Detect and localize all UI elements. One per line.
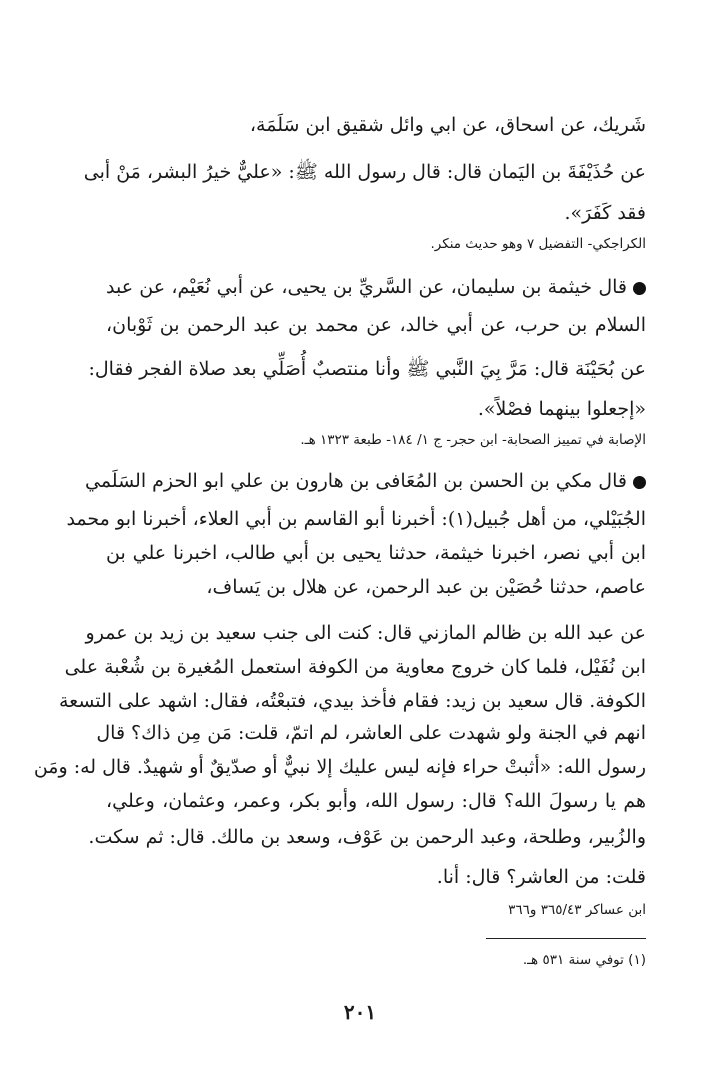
source-citation: ابن عساكر ٣٦٥/٤٣ و٣٦٦	[508, 902, 646, 918]
text-line: عن بُحَيْنَة قال: مَرَّ بِيَ النَّبي ﷺ وأنا منتصبٌ أُصَلِّي بعد صلاة الفجر فقال:	[88, 358, 646, 380]
text-line-content: قال خيثمة بن سليمان، عن السَّريِّ بن يحيى، عن أبي نُعَيْم، عن عبد	[106, 276, 627, 298]
bullet-icon	[633, 282, 646, 295]
text-line: انهم في الجنة ولو شهدت على العاشر، لم اتمّ، قلت: مَن مِن ذاك؟ قال	[96, 722, 646, 744]
page-number: ٢٠١	[343, 1000, 377, 1024]
bullet-icon	[633, 476, 646, 489]
text-line: فقد كَفَرَ».	[564, 202, 646, 224]
text-line-content: قال مكي بن الحسن بن المُعَافى بن هارون بن علي ابو الحزم السَلَمي	[84, 470, 627, 492]
text-line: هم يا رسولَ الله؟ قال: رسول الله، وأبو بكر، وعمر، وعثمان، وعلي،	[106, 790, 646, 812]
source-citation: الكراجكي- التفضيل ٧ وهو حديث منكر.	[430, 236, 646, 252]
text-line: ابن نُفَيْل، فلما كان خروج معاوية من الكوفة استعمل المُغيرة بن شُعْبة على	[64, 656, 646, 678]
text-line	[84, 470, 646, 493]
text-line: عن عبد الله بن ظالم المازني قال: كنت الى جنب سعيد بن زيد بن عمرو	[85, 622, 646, 644]
text-line: السلام بن حرب، عن أبي خالد، عن محمد بن عبد الرحمن بن ثَوْبان،	[106, 314, 646, 336]
text-line: شَريك، عن اسحاق، عن ابي وائل شقيق ابن سَلَمَة،	[249, 114, 646, 136]
text-line: قلت: من العاشر؟ قال: أنا.	[436, 866, 646, 888]
text-line: عاصم، حدثنا حُصَيْن بن عبد الرحمن، عن هلال بن يَساف،	[206, 576, 646, 598]
text-line: رسول الله: «أثبتْ حراء فإنه ليس عليك إلا نبيٌّ أو صدّيقٌ أو شهيدٌ. قال له: ومَن	[33, 756, 646, 778]
text-line	[106, 276, 646, 299]
text-line: الكوفة. قال سعيد بن زيد: فقام فأخذ بيدي، فتبعْتُه، فقال: اشهد على التسعة	[58, 690, 646, 712]
footnote-divider	[486, 938, 646, 939]
text-line: الجُبَيْلي، من أهل جُبيل(١): أخبرنا أبو القاسم بن أبي العلاء، أخبرنا ابو محمد	[66, 508, 646, 530]
text-line: «إجعلوا بينهما فصْلاً».	[477, 398, 646, 420]
text-line: عن حُذَيْفَةَ بن اليَمان قال: قال رسول الله ﷺ: «عليٌّ خيرُ البشر، مَنْ أبى	[83, 161, 646, 183]
source-citation: الإصابة في تمييز الصحابة- ابن حجر- ج ١/ ١٨٤- طبعة ١٣٢٣ هـ.	[300, 432, 646, 448]
footnote: (١) توفي سنة ٥٣١ هـ.	[522, 952, 646, 968]
text-line: ابن أبي نصر، اخبرنا خيثمة، حدثنا يحيى بن أبي طالب، اخبرنا علي بن	[106, 542, 646, 564]
text-line: والزُبير، وطلحة، وعبد الرحمن بن عَوْف، وسعد بن مالك. قال: ثم سكت.	[88, 826, 646, 848]
